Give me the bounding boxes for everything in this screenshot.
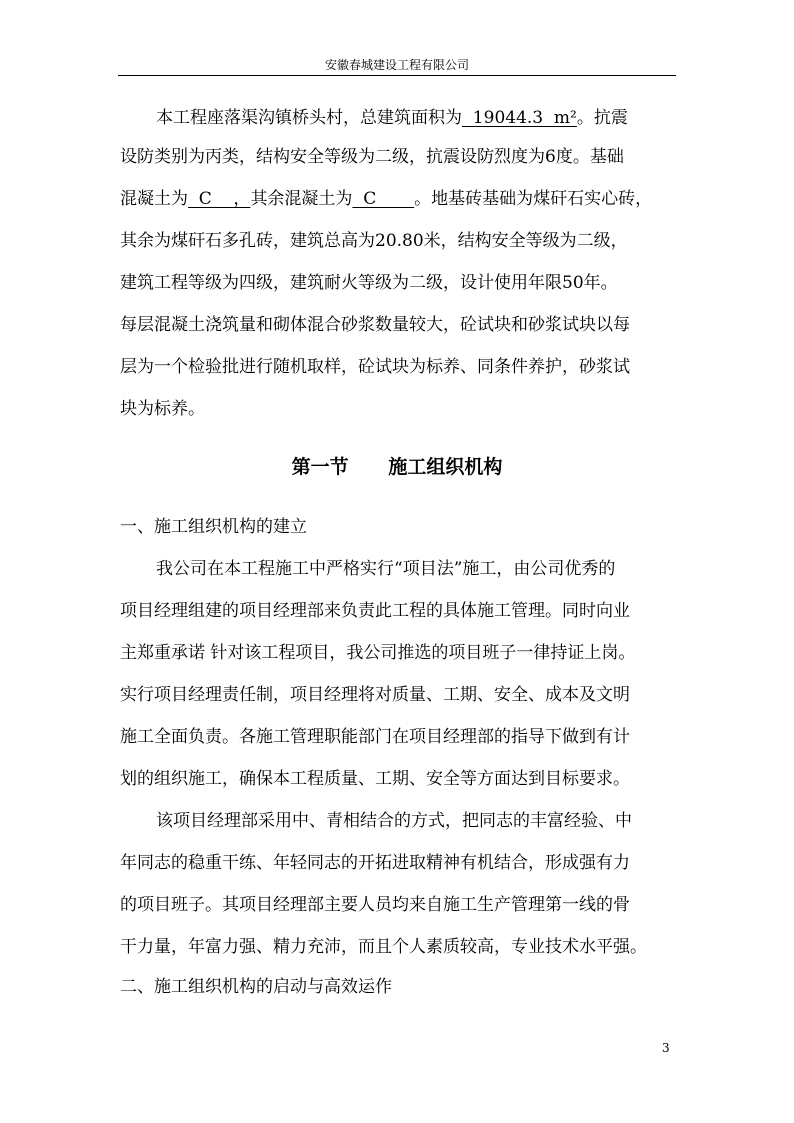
intro-line-2: 设防类别为丙类，结构安全等级为二级，抗震设防烈度为6度。基础 bbox=[120, 147, 624, 167]
intro-line-3 bbox=[120, 187, 652, 211]
intro-line-1-end: 。抗震 bbox=[576, 108, 628, 128]
intro-line-3-mid: 其余混凝土为 bbox=[250, 189, 353, 209]
part1-p1-line: 我公司在本工程施工中严格实行“项目法”施工，由公司优秀的 bbox=[156, 559, 616, 579]
part1-p2-line: 该项目经理部采用中、青相结合的方式，把同志的丰富经验、中 bbox=[156, 811, 632, 831]
intro-line-1 bbox=[156, 106, 628, 130]
foundation-concrete-grade: C ， bbox=[188, 189, 251, 209]
intro-line-3-text: 混凝土为 bbox=[120, 189, 188, 209]
part1-p1-line: 主郑重承诺 针对该工程项目，我公司推选的项目班子一律持证上岗。 bbox=[120, 643, 636, 663]
part1-p2-line: 的项目班子。其项目经理部主要人员均来自施工生产管理第一线的骨 bbox=[120, 895, 630, 915]
part1-p1-line: 划的组织施工，确保本工程质量、工期、安全等方面达到目标要求。 bbox=[120, 769, 630, 789]
intro-line-6: 每层混凝土浇筑量和砌体混合砂浆数量较大，砼试块和砂浆试块以每 bbox=[120, 315, 630, 335]
part1-p1-line: 项目经理组建的项目经理部来负责此工程的具体施工管理。同时向业 bbox=[120, 601, 630, 621]
intro-line-3-end: 。地基砖基础为煤矸石实心砖， bbox=[414, 189, 653, 209]
part1-p2-line: 年同志的稳重干练、年轻同志的开拓进取精神有机结合，形成强有力 bbox=[120, 853, 630, 873]
part1-p2-line: 干力量，年富力强、精力充沛，而且个人素质较高，专业技术水平强。 bbox=[120, 937, 647, 957]
page-number: 3 bbox=[662, 1041, 670, 1055]
building-area-value: 19044.3 m² bbox=[462, 108, 577, 128]
part1-heading: 一、施工组织机构的建立 bbox=[120, 517, 307, 537]
page-header: 安徽春城建设工程有限公司 bbox=[324, 58, 469, 72]
other-concrete-grade: C bbox=[352, 189, 415, 209]
section-title: 第一节 施工组织机构 bbox=[291, 456, 503, 478]
part1-p1-line: 实行项目经理责任制，项目经理将对质量、工期、安全、成本及文明 bbox=[120, 685, 630, 705]
part1-p1-line: 施工全面负责。各施工管理职能部门在项目经理部的指导下做到有计 bbox=[120, 727, 630, 747]
intro-line-5: 建筑工程等级为四级，建筑耐火等级为二级，设计使用年限50年。 bbox=[120, 273, 618, 293]
intro-line-7: 层为一个检验批进行随机取样，砼试块为标养、同条件养护，砂浆试 bbox=[120, 357, 630, 377]
intro-line-8: 块为标养。 bbox=[120, 399, 205, 419]
part2-heading: 二、施工组织机构的启动与高效运作 bbox=[120, 977, 392, 997]
intro-line-4: 其余为煤矸石多孔砖，建筑总高为20.80米，结构安全等级为二级， bbox=[120, 231, 628, 251]
intro-line-1-text: 本工程座落渠沟镇桥头村，总建筑面积为 bbox=[156, 108, 462, 128]
header-rule bbox=[118, 75, 676, 76]
